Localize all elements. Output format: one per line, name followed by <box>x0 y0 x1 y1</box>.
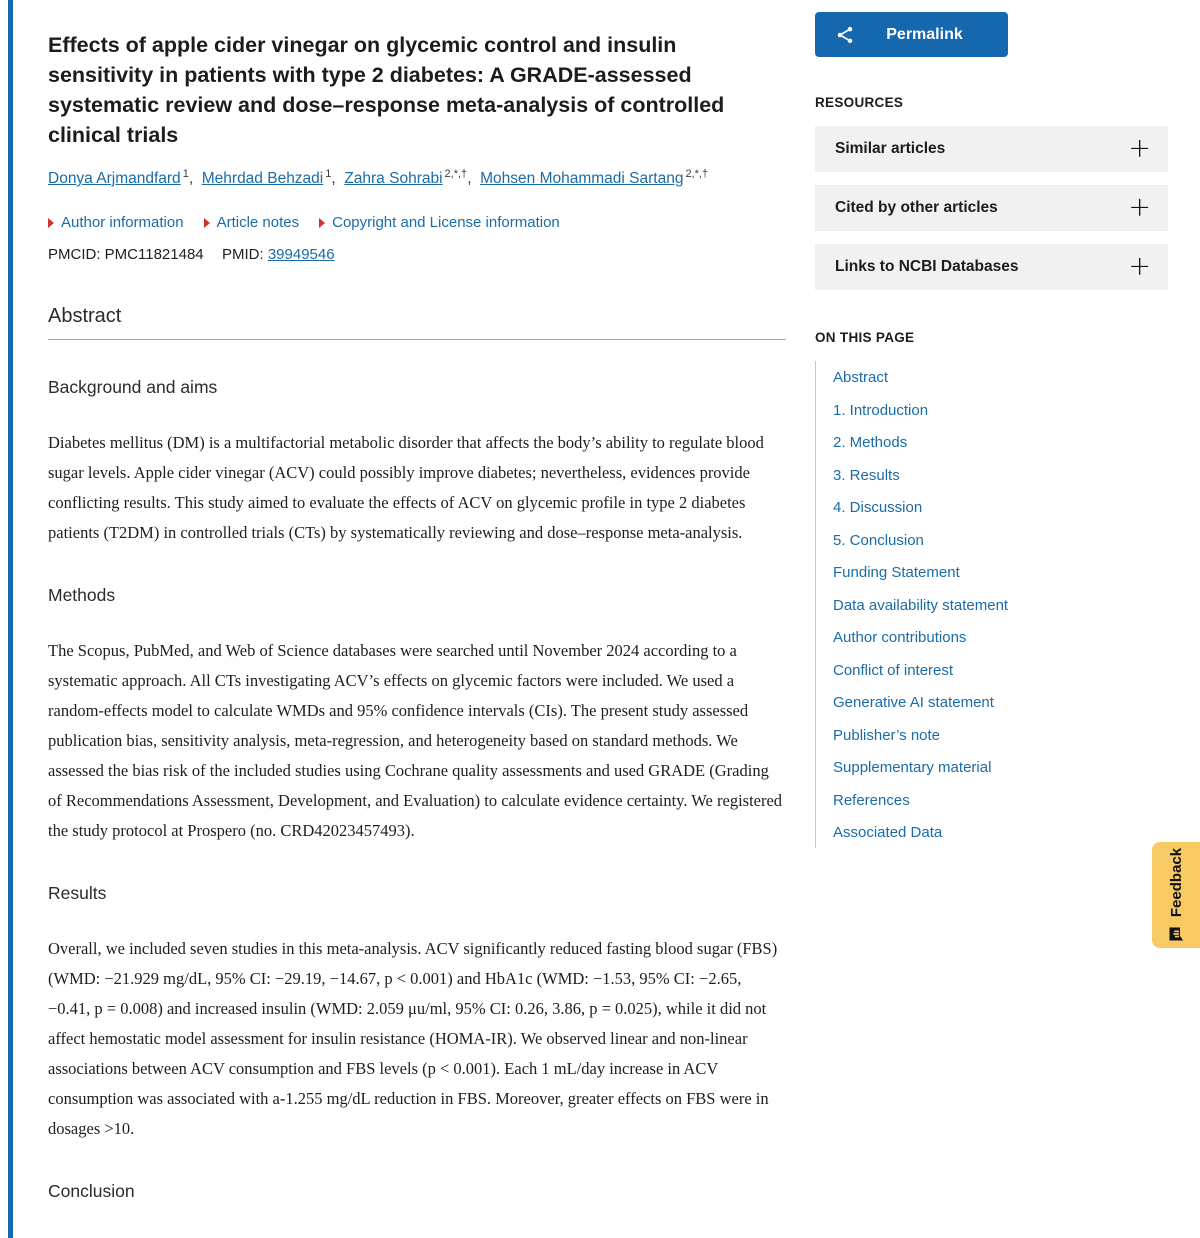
toc-item <box>833 369 1168 387</box>
resources-accordion <box>815 126 1168 290</box>
toc-link-results[interactable]: 3. Results <box>833 466 900 484</box>
toc-link-conclusion[interactable]: 5. Conclusion <box>833 531 924 549</box>
accordion-similar-articles[interactable]: Similar articles + <box>815 126 1168 172</box>
toc-item <box>833 629 1168 647</box>
toc-item <box>833 792 1168 810</box>
toc-link-data-availability[interactable]: Data availability statement <box>833 596 1009 614</box>
section-paragraph-methods: The Scopus, PubMed, and Web of Science databases were searched until November 2024 according to a systematic approach. All CTs investigating ACV’s effects on glycemic factors were included. We used a random-effects model to calculate WMDs and 95% confidence intervals (CIs). The present study assessed publication bias, sensitivity analysis, meta-regression, and heterogeneity based on standard methods. We assessed the bias risk of the included studies using Cochrane quality assessments and used GRADE (Grading of Recommendations Assessment, Development, and Evaluation) to calculate evidence certainty. We registered the study protocol at Prospero (no. CRD42023457493). <box>48 641 783 841</box>
author-link[interactable]: Mohsen Mohammadi Sartang <box>480 170 684 188</box>
on-this-page-heading: ON THIS PAGE <box>815 330 915 345</box>
article-notes-link[interactable]: Article notes <box>204 214 300 231</box>
feedback-tab[interactable] <box>1152 842 1200 948</box>
permalink-button[interactable] <box>815 12 1008 57</box>
sidebar <box>815 0 1168 848</box>
toc-item <box>833 662 1168 680</box>
toc-link-conflict-of-interest[interactable]: Conflict of interest <box>833 661 954 679</box>
toc-link-generative-ai[interactable]: Generative AI statement <box>833 694 994 711</box>
accordion-ncbi-links[interactable]: Links to NCBI Databases + <box>815 244 1168 290</box>
article-info-links <box>48 214 786 231</box>
section-heading-results: Results <box>48 883 107 904</box>
toc-item <box>833 499 1168 517</box>
toc-link-introduction[interactable]: 1. Introduction <box>833 401 929 419</box>
toc-link-methods[interactable]: 2. Methods <box>833 434 908 451</box>
triangle-icon <box>204 218 210 228</box>
on-this-page-nav <box>815 361 1168 848</box>
author-affiliation-sup: 2,*,† <box>685 168 709 180</box>
article-main-column <box>48 0 786 1202</box>
pmcid-value: PMC11821484 <box>104 246 204 264</box>
section-heading-background: Background and aims <box>48 377 218 398</box>
accordion-cited-by[interactable]: Cited by other articles + <box>815 185 1168 231</box>
toc-link-references[interactable]: References <box>833 791 910 809</box>
pmcid-label: PMCID: <box>48 246 101 264</box>
plus-icon: + <box>1128 251 1151 282</box>
toc-item <box>833 824 1168 842</box>
section-paragraph-results: Overall, we included seven studies in this meta-analysis. ACV significantly reduced fasting blood sugar (FBS) (WMD: −21.929 mg/dL, 95% CI: −29.19, −14.67, p < 0.001) and HbA1c (WMD: −1.53, 95% CI: −2.65, −0.41, p = 0.008) and increased insulin (WMD: 2.059 μu/ml, 95% CI: 0.26, 3.86, p = 0.025), while it did not affect hemostatic model assessment for insulin resistance (HOMA-IR). We observed linear and non-linear associations between ACV consumption and FBS levels (p < 0.001). Each 1 mL/day increase in ACV consumption was associated with a-1.255 mg/dL reduction in FBS. Moreover, greater effects on FBS were in dosages >10. <box>48 939 778 1139</box>
author-link[interactable]: Donya Arjmandfard <box>48 170 181 188</box>
author-affiliation-sup: 1 <box>182 168 189 180</box>
toc-link-associated-data[interactable]: Associated Data <box>833 824 943 841</box>
author-separator: , <box>188 170 198 188</box>
share-icon <box>835 25 855 45</box>
copyright-license-link[interactable]: Copyright and License information <box>319 214 560 231</box>
toc-link-author-contributions[interactable]: Author contributions <box>833 629 967 646</box>
pmid-link[interactable]: 39949546 <box>267 246 335 264</box>
toc-link-abstract[interactable]: Abstract <box>833 369 889 386</box>
author-affiliation-sup: 1 <box>325 168 332 180</box>
toc-item <box>833 727 1168 745</box>
permalink-label: Permalink <box>886 25 963 43</box>
toc-item <box>833 694 1168 712</box>
pmid-label: PMID: <box>221 246 264 264</box>
author-link[interactable]: Zahra Sohrabi <box>344 170 443 188</box>
author-separator: , <box>467 170 476 188</box>
article-identifiers <box>48 246 786 263</box>
feedback-label: Feedback <box>1167 847 1185 918</box>
author-separator: , <box>331 170 340 188</box>
toc-item <box>833 759 1168 777</box>
author-link[interactable]: Mehrdad Behzadi <box>201 170 324 188</box>
page-title: Effects of apple cider vinegar on glycemic control and insulin sensitivity in patients with type 2 diabetes: A GRADE-assessed systematic review and dose–response meta-analysis of controlled clinical trials <box>48 33 725 147</box>
section-heading-methods: Methods <box>48 585 116 606</box>
author-list <box>48 168 786 188</box>
toc-item <box>833 532 1168 550</box>
toc-link-funding[interactable]: Funding Statement <box>833 564 960 581</box>
section-heading-conclusion: Conclusion <box>48 1181 135 1202</box>
toc-link-supplementary[interactable]: Supplementary material <box>833 759 992 776</box>
toc-item <box>833 564 1168 582</box>
feedback-icon <box>1168 926 1184 942</box>
triangle-icon <box>48 218 54 228</box>
toc-item <box>833 434 1168 452</box>
page-accent-bar <box>8 0 13 1238</box>
section-paragraph-background: Diabetes mellitus (DM) is a multifactorial metabolic disorder that affects the body’s ability to regulate blood sugar levels. Apple cider vinegar (ACV) could possibly improve diabetes; nevertheless, evidences provide conflicting results. This study aimed to evaluate the effects of ACV on glycemic profile in type 2 diabetes patients (T2DM) in controlled trials (CTs) by systematically reviewing and dose–response meta-analysis. <box>48 433 764 543</box>
plus-icon: + <box>1128 133 1151 164</box>
abstract-heading: Abstract <box>48 305 786 340</box>
author-affiliation-sup: 2,*,† <box>444 168 468 180</box>
toc-link-discussion[interactable]: 4. Discussion <box>833 499 923 516</box>
triangle-icon <box>319 218 325 228</box>
author-information-link[interactable]: Author information <box>48 214 184 231</box>
plus-icon: + <box>1128 192 1151 223</box>
toc-item <box>833 597 1168 615</box>
resources-heading: RESOURCES <box>815 95 904 110</box>
toc-item <box>833 402 1168 420</box>
toc-link-publishers-note[interactable]: Publisher’s note <box>833 726 941 744</box>
toc-item <box>833 467 1168 485</box>
